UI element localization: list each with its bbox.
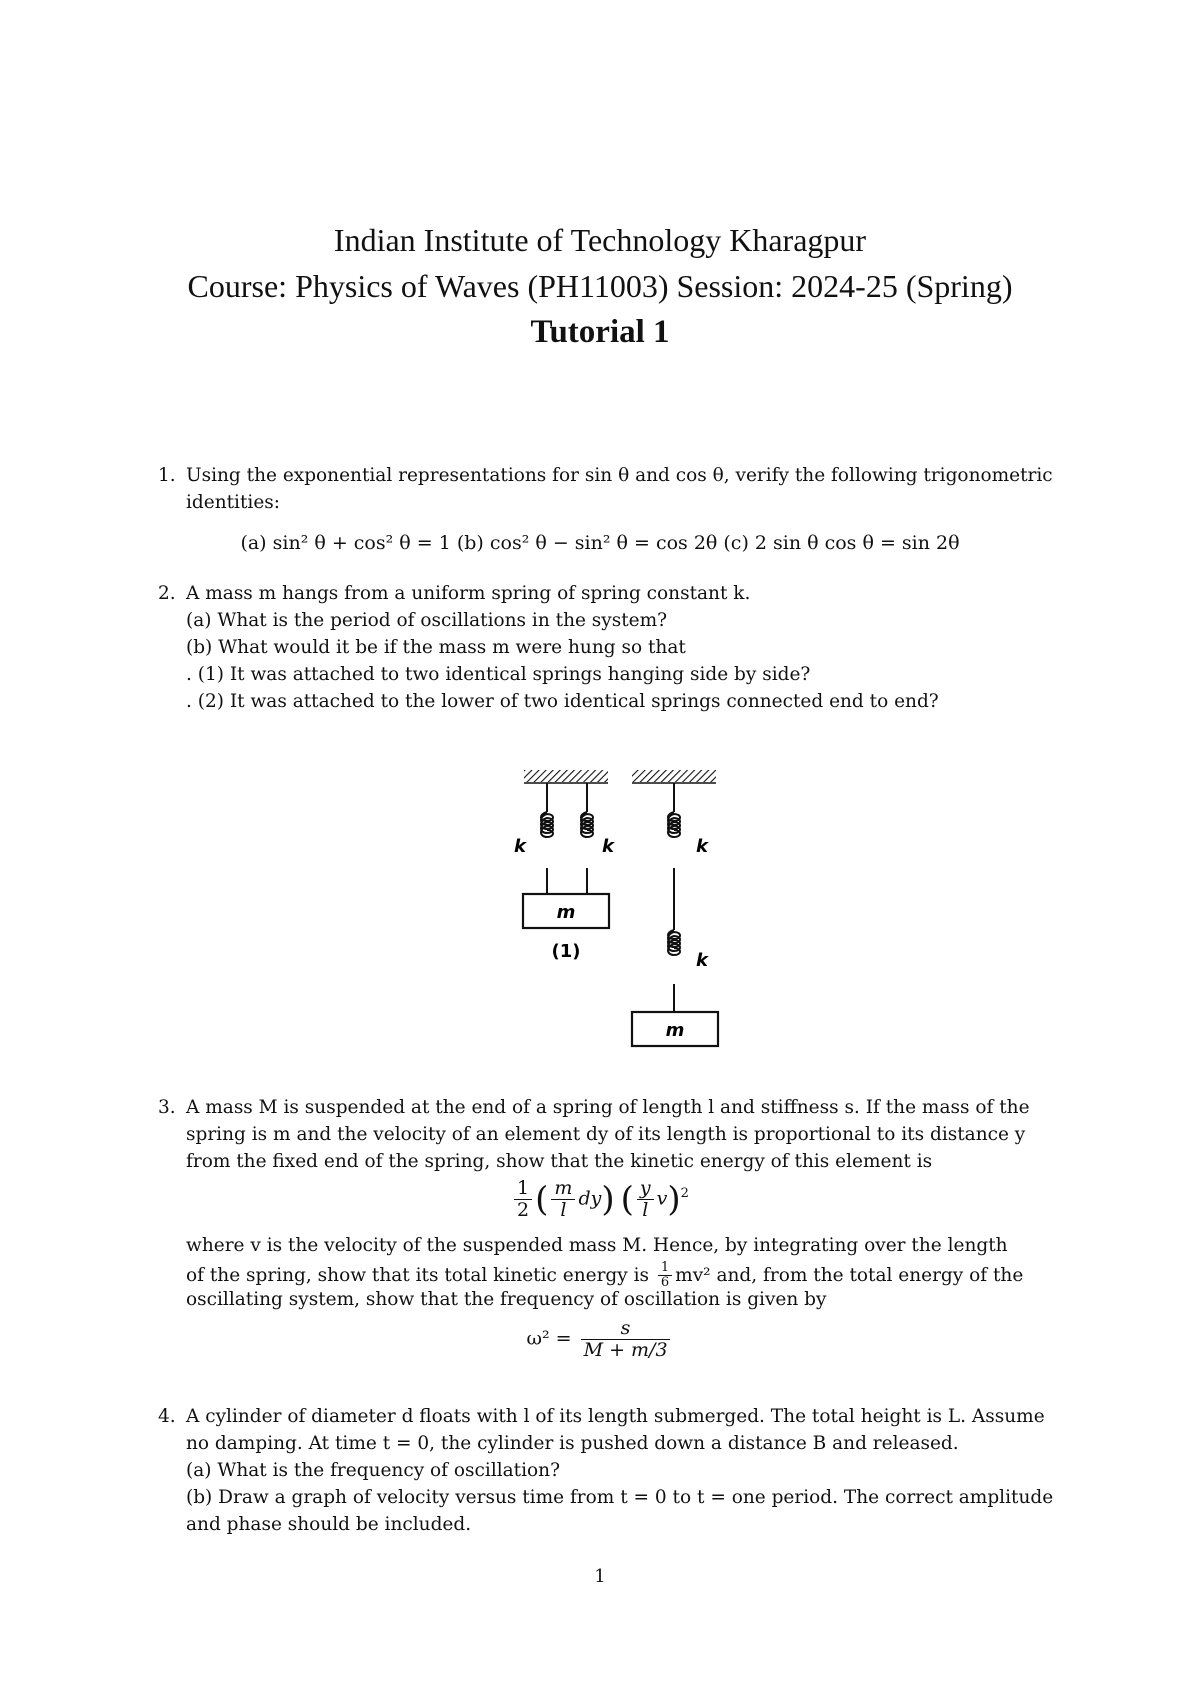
q3-ke-expression: $\frac{1}{2}$ ( $\frac{m}{l}$ dy) ( $\frac{y}{l}$ v)$^2$: [0, 1178, 1200, 1221]
frac-m-over-l: $\frac{m}{l}$: [551, 1178, 575, 1221]
institute-title: Indian Institute of Technology Kharagpur: [333, 222, 867, 258]
q2-case-1: . (1) It was attached to two identical springs hanging side by side?: [186, 664, 811, 685]
q3-line1: A mass M is suspended at the end of a spring of length l and stiffness s. If the mass of the: [186, 1097, 1030, 1118]
q3-line5: [186, 1261, 1023, 1291]
frac-half: $\frac{1}{2}$: [514, 1178, 532, 1221]
tutorial-title: Tutorial 1: [530, 314, 670, 350]
ceiling-right: [632, 770, 716, 782]
q1-number: 1.: [158, 465, 176, 486]
q3-line4: where v is the velocity of the suspended mass M. Hence, by integrating over the length: [186, 1235, 1008, 1256]
spring-right-lower: [668, 920, 680, 1012]
q3-number: 3.: [158, 1097, 176, 1118]
q4-part-b-cont: and phase should be included.: [186, 1514, 472, 1535]
frac-one-sixth: $\frac{1}{6}$: [658, 1261, 672, 1291]
spring-left-2: [581, 783, 593, 894]
q3-line5-start: of the spring, show that its total kinetic energy is: [186, 1264, 649, 1286]
q3-line3: from the fixed end of the spring, show that the kinetic energy of this element is: [186, 1151, 933, 1172]
spring-diagram: [510, 770, 730, 1050]
course-line: Course: Physics of Waves (PH11003) Session: 2024-25 (Spring): [187, 268, 1013, 304]
label-k-right-lower: k: [696, 950, 708, 971]
q2-number: 2.: [158, 583, 176, 604]
q1-line1: Using the exponential representations for sin θ and cos θ, verify the following trigonometric: [186, 465, 1053, 486]
caption-case-1: (1): [551, 941, 581, 962]
frac-y-over-l: $\frac{y}{l}$: [637, 1178, 654, 1221]
q4-line2: no damping. At time t = 0, the cylinder is pushed down a distance B and released.: [186, 1433, 959, 1454]
q3-line2: spring is m and the velocity of an element dy of its length is proportional to its distance y: [186, 1124, 1026, 1145]
q4-part-b: (b) Draw a graph of velocity versus time from t = 0 to t = one period. The correct amplitude: [186, 1487, 1054, 1508]
spring-left-1: [541, 783, 553, 894]
q3-line5-end: mv² and, from the total energy of the: [675, 1264, 1024, 1286]
q2-part-a: (a) What is the period of oscillations in the system?: [186, 610, 668, 631]
omega-numerator: s: [581, 1318, 671, 1340]
label-k-left-2: k: [602, 836, 614, 857]
q3-line6: oscillating system, show that the frequency of oscillation is given by: [186, 1289, 827, 1310]
label-m-right: m: [665, 1020, 685, 1041]
omega-fraction: [581, 1318, 671, 1361]
page-number: 1: [594, 1566, 606, 1587]
q1-line2: identities:: [186, 492, 280, 513]
q2-part-b: (b) What would it be if the mass m were hung so that: [186, 637, 686, 658]
label-k-left-1: k: [514, 836, 526, 857]
omega-lhs: ω² =: [526, 1327, 572, 1350]
label-k-right-upper: k: [696, 836, 708, 857]
q2-line1: A mass m hangs from a uniform spring of spring constant k.: [186, 583, 751, 604]
q3-omega-formula: [0, 1318, 1200, 1361]
ceiling-left: [524, 770, 608, 782]
label-m-left: m: [556, 902, 576, 923]
q2-case-2: . (2) It was attached to the lower of two identical springs connected end to end?: [186, 691, 939, 712]
spring-right-upper: [668, 783, 680, 920]
omega-denominator: M + m/3: [583, 1338, 668, 1361]
q1-identities: (a) sin² θ + cos² θ = 1 (b) cos² θ − sin² θ = cos 2θ (c) 2 sin θ cos θ = sin 2θ: [240, 532, 960, 554]
q4-line1: A cylinder of diameter d floats with l of its length submerged. The total height is L. Assume: [186, 1406, 1045, 1427]
q4-number: 4.: [158, 1406, 176, 1427]
q4-part-a: (a) What is the frequency of oscillation?: [186, 1460, 561, 1481]
